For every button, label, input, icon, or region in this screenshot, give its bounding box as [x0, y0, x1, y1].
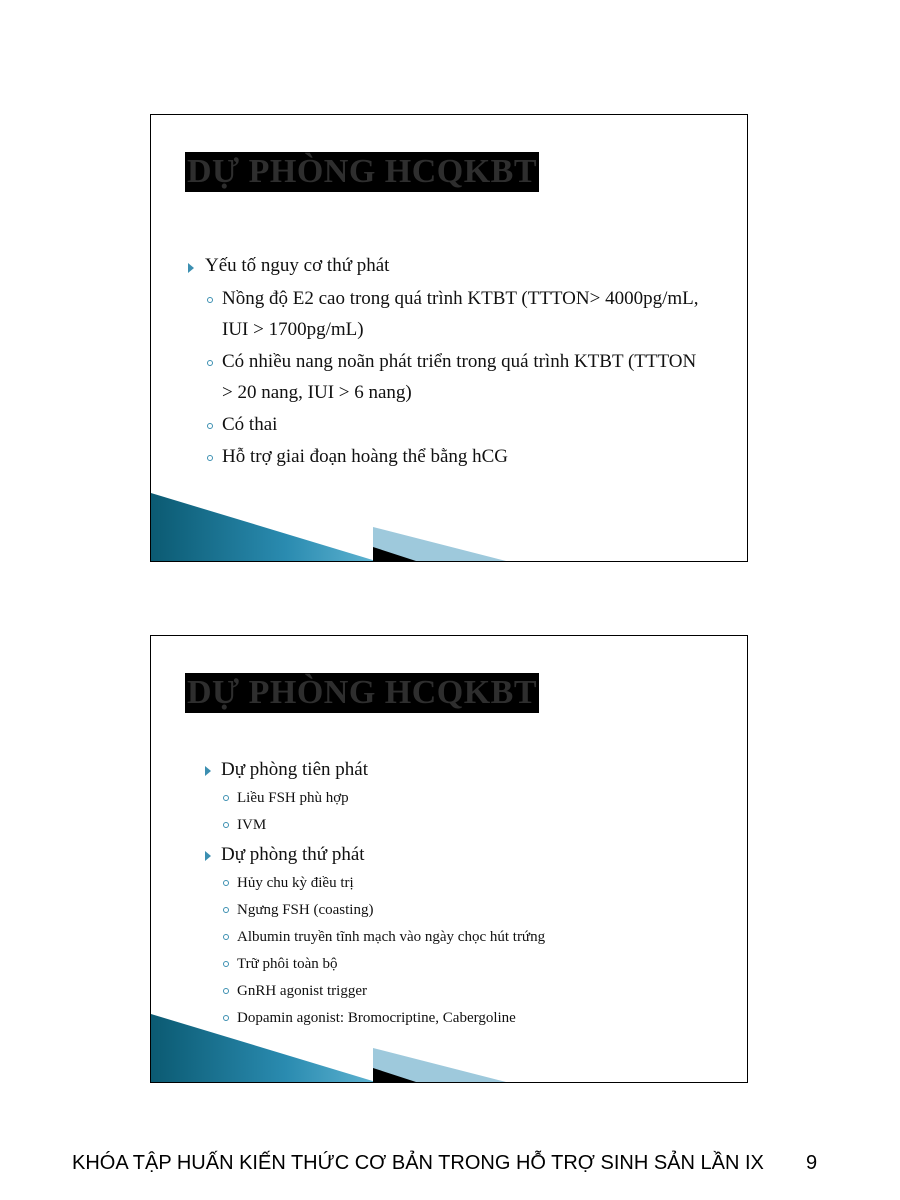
list-item: Hỗ trợ giai đoạn hoàng thể bằng hCG	[222, 446, 509, 467]
list-item: Albumin truyền tĩnh mạch vào ngày chọc hút trứng	[237, 929, 546, 945]
arrow-bullet-icon	[205, 851, 211, 861]
list-item: Trữ phôi toàn bộ	[237, 956, 338, 972]
ring-bullet-icon	[223, 880, 229, 886]
ring-bullet-icon	[223, 988, 229, 994]
list-item: Có thai	[222, 414, 278, 435]
slide-title: DỰ PHÒNG HCQKBT	[187, 153, 538, 190]
bullet-heading: Yếu tố nguy cơ thứ phát	[205, 255, 390, 276]
list-item: IVM	[237, 817, 267, 833]
arrow-bullet-icon	[205, 766, 211, 776]
slide-title: DỰ PHÒNG HCQKBT	[187, 674, 538, 711]
list-item: Dopamin agonist: Bromocriptine, Cabergoline	[237, 1010, 516, 1026]
list-item: Nồng độ E2 cao trong quá trình KTBT (TTTON> 4000pg/mL,	[222, 288, 699, 309]
arrow-bullet-icon	[188, 263, 194, 273]
section-heading: Dự phòng thứ phát	[221, 844, 365, 865]
ring-bullet-icon	[223, 961, 229, 967]
list-item-continued: > 20 nang, IUI > 6 nang)	[222, 382, 412, 403]
ring-bullet-icon	[207, 423, 213, 429]
ring-bullet-icon	[223, 907, 229, 913]
list-item: Liều FSH phù hợp	[237, 790, 349, 806]
ring-bullet-icon	[207, 455, 213, 461]
list-item: Hủy chu kỳ điều trị	[237, 875, 354, 891]
list-item: GnRH agonist trigger	[237, 983, 367, 999]
section-heading: Dự phòng tiên phát	[221, 759, 368, 780]
page-number: 9	[806, 1152, 818, 1174]
ring-bullet-icon	[207, 297, 213, 303]
ring-bullet-icon	[223, 934, 229, 940]
slide-1	[150, 114, 748, 562]
slide-2	[150, 635, 748, 1083]
ring-bullet-icon	[207, 360, 213, 366]
list-item: Ngưng FSH (coasting)	[237, 902, 374, 918]
ring-bullet-icon	[223, 822, 229, 828]
slide-corner-decoration	[151, 481, 511, 561]
list-item: Có nhiều nang noãn phát triển trong quá trình KTBT (TTTON	[222, 351, 697, 372]
slide-corner-decoration	[151, 1002, 511, 1082]
ring-bullet-icon	[223, 795, 229, 801]
footer-text: KHÓA TẬP HUẤN KIẾN THỨC CƠ BẢN TRONG HỖ TRỢ SINH SẢN LẦN IX	[72, 1152, 764, 1174]
list-item-continued: IUI > 1700pg/mL)	[222, 319, 364, 340]
